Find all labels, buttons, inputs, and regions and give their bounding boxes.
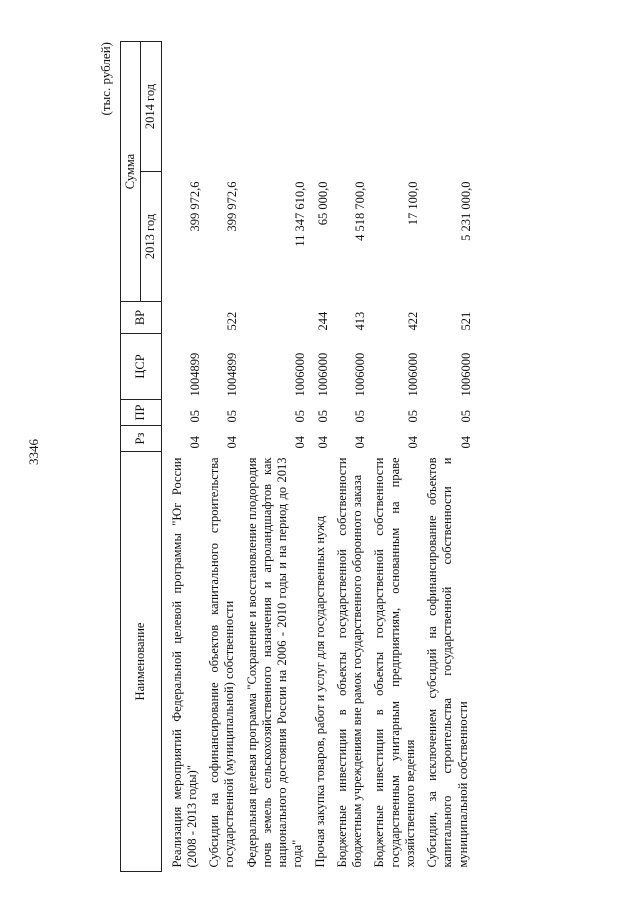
row-pr: 05: [353, 410, 367, 423]
header-csr: ЦСР: [121, 334, 162, 400]
row-vr: 244: [315, 311, 330, 331]
row-rz: 04: [458, 436, 473, 449]
budget-table: [120, 41, 474, 872]
row-rz: 04: [315, 436, 330, 449]
header-sum: Сумма: [121, 42, 141, 302]
row-csr: 1006000: [405, 352, 420, 397]
row-sum-2014: [331, 42, 369, 172]
row-name: Бюджетные инвестиции в объекты государственной собственности бюджетным учреждениям вне рамок государственного оборонного заказа: [334, 457, 364, 868]
table-row: [331, 42, 369, 872]
table-row: [421, 42, 474, 872]
row-pr: 05: [458, 410, 473, 423]
row-rz: 04: [225, 436, 240, 449]
header-vr: ВР: [121, 302, 162, 334]
row-csr: 1004899: [225, 352, 240, 397]
row-csr: 1004899: [187, 352, 202, 397]
row-sum-2014: [241, 42, 309, 172]
row-rz: 04: [187, 436, 202, 449]
row-sum-2013: 17 100,0: [405, 181, 420, 226]
row-sum-2013: 399 972,6: [187, 181, 202, 232]
table-row: [166, 42, 204, 872]
row-name: Федеральная целевая программа "Сохранение и восстановление плодородия почв земель сельскохозяйственного назначения и агроландшафтов как национального достояния России на 2006 - 2010 годы и на период до 2013 года": [244, 457, 305, 868]
header-rz: Рз: [121, 426, 162, 452]
table-body: [161, 42, 474, 872]
row-vr: [166, 302, 204, 334]
row-vr: 413: [353, 311, 367, 331]
row-csr: 1006000: [458, 352, 473, 397]
row-sum-2013: 5 231 000,0: [458, 181, 473, 241]
row-csr: 1006000: [353, 352, 367, 397]
units-label: (тыс. рублей): [98, 42, 113, 116]
table-row: [309, 42, 331, 872]
row-name: Субсидии, за исключением субсидий на софинансирование объектов капитального строительства государственной собственности и муниципальной собственности: [425, 457, 470, 868]
row-name: Прочая закупка товаров, работ и услуг для государственных нужд: [312, 515, 327, 868]
row-sum-2014: [368, 42, 421, 172]
row-csr: 1006000: [315, 352, 330, 397]
row-pr: 05: [405, 410, 420, 423]
row-pr: 05: [225, 410, 240, 423]
row-pr: 05: [315, 410, 330, 423]
page-number: 3346: [26, 439, 41, 465]
table-header: [121, 42, 162, 872]
row-sum-2013: 4 518 700,0: [353, 181, 367, 241]
row-sum-2013: 65 000,0: [315, 181, 330, 226]
row-vr: [241, 302, 309, 334]
row-sum-2014: [309, 42, 331, 172]
table-row: [203, 42, 241, 872]
row-vr: 521: [458, 311, 473, 331]
row-sum-2013: 11 347 610,0: [293, 181, 308, 247]
row-pr: 05: [187, 410, 202, 423]
header-pr: ПР: [121, 400, 162, 426]
row-csr: 1006000: [293, 352, 308, 397]
row-vr: 422: [405, 311, 420, 331]
row-name: Субсидии на софинансирование объектов капитального строительства государственной (муниципальной) собственности: [207, 457, 237, 868]
row-sum-2014: [166, 42, 204, 172]
header-name: Наименование: [121, 452, 162, 872]
row-rz: 04: [293, 436, 308, 449]
row-name: Бюджетные инвестиции в объекты государственной собственности государственным унитарным предприятиям, основанным на праве хозяйственного ведения: [372, 457, 417, 868]
table-row: [241, 42, 309, 872]
table-row: [368, 42, 421, 872]
header-year-2014: 2014 год: [141, 42, 161, 172]
row-pr: 05: [293, 410, 308, 423]
row-sum-2014: [203, 42, 241, 172]
row-name: Реализация мероприятий Федеральной целевой программы "Юг России (2008 - 2013 годы)": [169, 457, 199, 868]
header-year-2013: 2013 год: [141, 172, 161, 302]
row-rz: 04: [353, 436, 367, 449]
row-vr: 522: [225, 311, 240, 331]
row-sum-2013: 399 972,6: [225, 181, 240, 232]
rotated-page-content: [98, 42, 580, 872]
row-rz: 04: [405, 436, 420, 449]
row-sum-2014: [421, 42, 474, 172]
